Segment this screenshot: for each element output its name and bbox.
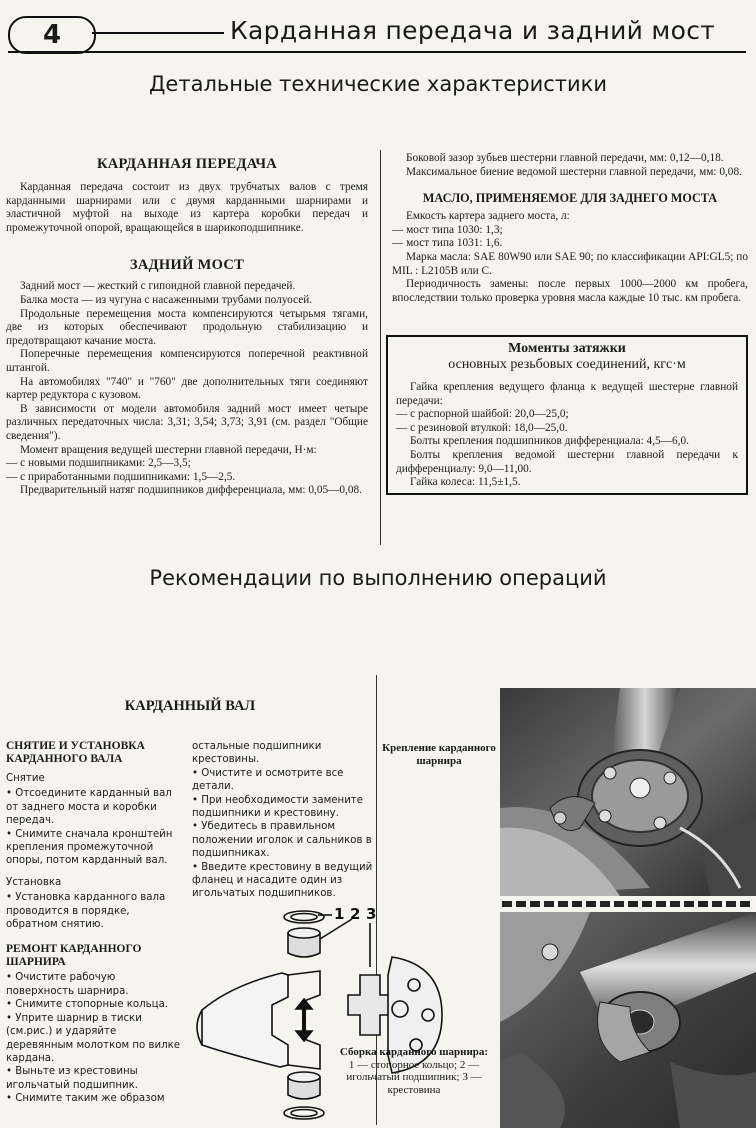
rear-axle-section [6,280,368,498]
diagram-caption-title: Сборка карданного шарнира: [339,1046,489,1058]
diagram-caption-legend: 1 — стопорное кольцо; 2 — игольчатый подшипник; 3 — крестовина [346,1058,482,1096]
photo-separator [500,900,756,908]
torque-p3: — с резиновой втулкой: 18,0—25,0. [396,421,568,434]
repair-step-9: • Введите крестовину в ведущий фланец и насадите один из игольчатых подшипников. [192,861,373,900]
instructions-column-a [6,740,184,1106]
rear-axle-p1: Задний мост — жесткий с гипоидной главной передачей. [20,280,296,293]
rear-axle-p3: Продольные перемещения моста компенсируются четырьмя тягами, две из которых обеспечивают продольную стабилизацию и предотвращают качание моста. [6,307,368,347]
torque-p1: Гайка крепления ведущего фланца к ведущей шестерне главной передачи: [396,381,738,407]
cardan-text: Карданная передача состоит из двух трубчатых валов с тремя карданными шарнирами или с двумя карданными шарнирами и эластичной муфтой на выходе из картера коробки передач и промежуточной опорой, вращающейся в шарикоподшипнике. [6,181,368,234]
rear-axle-p4: Поперечные перемещения компенсируются поперечной реактивной штангой. [6,348,368,374]
joint-mounting-photo [500,688,756,896]
repair-step-8: • Убедитесь в правильном положении иголок и сальников в подшипниках. [192,821,372,860]
oil-section [392,210,748,305]
torque-p4: Болты крепления подшипников дифференциала: 4,5—6,0. [410,435,689,448]
specs-right-column [392,152,748,305]
oil-heading: МАСЛО, ПРИМЕНЯЕМОЕ ДЛЯ ЗАДНЕГО МОСТА [422,191,718,206]
repair-step-5: • Снимите таким же образом [6,1093,165,1105]
removal-step-1: • Отсоедините карданный вал от заднего моста и коробки передач. [6,788,172,827]
removal-step-2: • Снимите сначала кронштейн крепления промежуточной опоры, потом карданный вал. [6,828,173,867]
rear-axle-p10: Предварительный натяг подшипников дифференциала, мм: 0,05—0,08. [20,484,363,497]
rear-axle-p9: — с приработанными подшипниками: 1,5—2,5. [6,470,236,483]
repair-step-5-cont: остальные подшипники крестовины. [192,741,322,766]
gear-specs [392,152,748,179]
column-divider [380,150,381,545]
rear-axle-heading: ЗАДНИЙ МОСТ [129,257,245,274]
photo-caption: Крепление карданного шарнира [382,742,496,767]
torque-p5: Болты крепления ведомой шестерни главной передачи к дифференциалу: 9,0—11,00. [396,448,738,475]
chapter-number-badge [8,16,96,54]
torque-heading-line1: Моменты затяжки [508,341,626,356]
repair-step-4: • Выньте из крестовины игольчатый подшипник. [6,1066,139,1091]
removal-label: Снятие [6,773,45,784]
oil-capacity-1031: — мост типа 1031: 1,6. [392,237,503,250]
rear-axle-p5: На автомобилях "740" и "760" две дополнительных тяги соединяют картер редуктора с кузовом. [6,375,368,402]
torque-box [386,335,748,495]
removal-install-heading: СНЯТИЕ И УСТАНОВКА КАРДАННОГО ВАЛА [6,740,145,765]
diagram-label-2: 2 [350,905,361,923]
rear-axle-p6: В зависимости от модели автомобиля задний мост имеет четыре различных передаточных числа: 3,31; 3,54; 3,73; 3,91 (см. раздел "Общие сведения"). [6,402,368,442]
instructions-column-b [192,740,374,901]
gear-runout: Максимальное биение ведомой шестерни главной передачи, мм: 0,08. [406,165,742,178]
cardan-shaft-heading: КАРДАННЫЙ ВАЛ [124,698,256,714]
diagram-label-3: 3 [366,905,377,923]
torque-section [396,381,738,490]
recommendations-heading: Рекомендации по выполнению операций [149,566,607,590]
repair-step-1: • Очистите рабочую поверхность шарнира. [6,972,129,997]
header-rule [92,32,224,34]
chapter-title: Карданная передача и задний мост [230,16,716,45]
joint-repair-heading: РЕМОНТ КАРДАННОГО ШАРНИРА [6,943,142,969]
oil-capacity-1030: — мост типа 1030: 1,3; [392,223,503,236]
cardan-heading: КАРДАННАЯ ПЕРЕДАЧА [96,156,278,172]
diagram-caption [330,1046,498,1096]
repair-step-6: • Очистите и осмотрите все детали. [192,767,344,793]
rear-axle-p8: — с новыми подшипниками: 2,5—3,5; [6,457,191,470]
cardan-section [6,181,368,235]
torque-p2: — с распорной шайбой: 20,0—25,0; [396,408,569,421]
repair-step-3: • Уприте шарнир в тиски (см.рис.) и ударяйте деревянным молотком по вилке кардана. [6,1012,181,1064]
gear-backlash: Боковой зазор зубьев шестерни главной передачи, мм: 0,12—0,18. [406,152,724,164]
repair-step-2: • Снимите стопорные кольца. [6,999,169,1011]
install-step-1: • Установка карданного вала проводится в порядке, обратном снятию. [6,892,166,931]
specs-left-column [6,152,368,498]
header-underline [8,51,746,53]
oil-interval: Периодичность замены: после первых 1000—2000 км пробега, впоследствии только проверка уровня масла каждые 10 тыс. км пробега. [392,278,748,304]
oil-grade: Марка масла: SAE 80W90 или SAE 90; по классификации API:GL5; по MIL : L2105B или C. [392,250,748,277]
spec-heading: Детальные технические характеристики [149,72,607,96]
install-label: Установка [6,876,62,888]
diagram-label-1: 1 [334,905,345,923]
torque-heading-line2: основных резьбовых соединений, кгс·м [448,357,686,372]
joint-detail-photo [500,912,756,1128]
rear-axle-p7: Момент вращения ведущей шестерни главной передачи, Н·м: [20,443,317,456]
chapter-number: 4 [42,20,62,50]
torque-p6: Гайка колеса: 11,5±1,5. [410,476,521,489]
repair-step-7: • При необходимости замените подшипники и крестовину. [192,794,364,820]
oil-capacity: Емкость картера заднего моста, л: [406,210,570,223]
rear-axle-p2: Балка моста — из чугуна с насаженными трубами полуосей. [20,293,313,306]
